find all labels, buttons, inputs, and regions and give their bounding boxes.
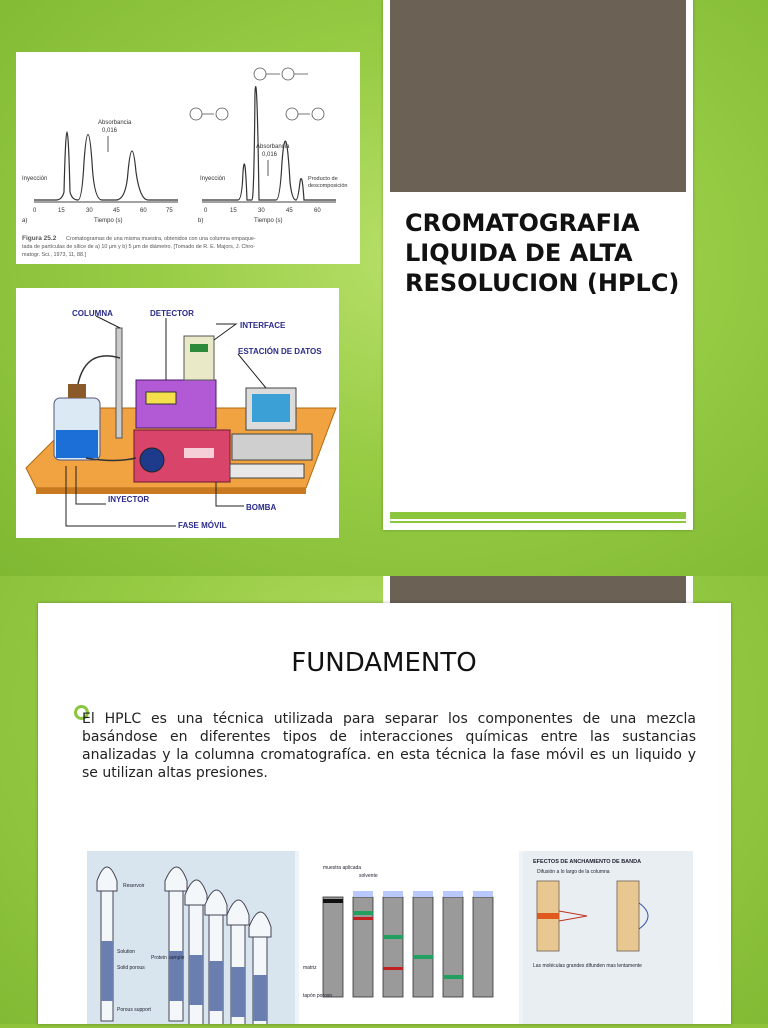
absorbance-value-right: 0,016 xyxy=(262,152,278,158)
hplc-equipment-diagram xyxy=(16,288,339,538)
label-solvente: solvente xyxy=(359,873,378,879)
product-label-1: Producto de xyxy=(308,176,338,182)
title-panel-header-block xyxy=(390,0,686,192)
absorbance-value-left: 0,016 xyxy=(102,128,118,134)
chromatogram-left xyxy=(22,120,178,224)
tick-right-4: 60 xyxy=(314,208,321,214)
label-columna: COLUMNA xyxy=(72,309,113,318)
slide2-paragraph: El HPLC es una técnica utilizada para separar los componentes de una mezcla basándose en diferentes tipos de interacciones químicas entre las sustancias analizadas y la columna cromatografíca. en esta técnica la fase móvil es un liquido y se utilizan altas presiones. xyxy=(82,711,696,781)
panel-a-label: a) xyxy=(22,218,28,224)
axis-label-right: Tiempo (s) xyxy=(254,218,283,224)
tick-left-4: 60 xyxy=(140,208,147,214)
chromatogram-right xyxy=(190,68,347,224)
slide1-title: CROMATOGRAFIA LIQUIDA DE ALTA RESOLUCION (HPLC) xyxy=(405,209,680,297)
injection-label-right: Inyección xyxy=(200,176,226,182)
figure-caption-line2: tada de partículas de sílice de a) 10 μm y b) 5 μm de diámetro. [Tomado de R. E. Majors, J. Chro- xyxy=(22,244,256,250)
tick-left-0: 0 xyxy=(33,208,37,214)
figure-caption-label: Figura 25.2 xyxy=(22,235,57,242)
label-bomba: BOMBA xyxy=(246,503,277,512)
panel-b-label: b) xyxy=(198,218,204,224)
axis-label-left: Tiempo (s) xyxy=(94,218,123,224)
label-efectos-title: EFECTOS DE ANCHAMIENTO DE BANDA xyxy=(533,859,642,865)
injection-label-left: Inyección xyxy=(22,176,48,182)
label-moleculas: Las moléculas grandes difunden mas lentamente xyxy=(533,963,642,969)
label-interface: INTERFACE xyxy=(240,321,286,330)
label-protein-sample: Protein sample xyxy=(151,955,185,961)
accent-line-thin xyxy=(390,521,686,523)
tick-left-1: 15 xyxy=(58,208,65,214)
tick-right-2: 30 xyxy=(258,208,265,214)
chromatography-columns-figure xyxy=(87,851,693,1024)
label-solid-porous: Solid porous xyxy=(117,965,145,971)
tick-left-5: 75 xyxy=(166,208,173,214)
label-solution: Solution xyxy=(117,949,136,955)
label-estacion-datos: ESTACIÓN DE DATOS xyxy=(238,347,322,356)
label-porous-support: Porous support xyxy=(117,1007,151,1013)
label-matriz: matriz xyxy=(303,965,317,971)
label-muestra-aplicada: muestra aplicada xyxy=(323,865,362,871)
tick-right-0: 0 xyxy=(204,208,208,214)
label-tapon-poroso: tapón poroso xyxy=(303,993,333,999)
chromatogram-figure xyxy=(16,52,360,264)
absorbance-label-left: Absorbancia xyxy=(98,120,132,126)
tick-right-1: 15 xyxy=(230,208,237,214)
label-fase-movil: FASE MÓVIL xyxy=(178,521,227,530)
label-detector: DETECTOR xyxy=(150,309,194,318)
title-panel xyxy=(383,0,693,530)
figure-caption-line3: matogr. Sci., 1973, 11, 88.] xyxy=(22,252,87,258)
slide2-title: FUNDAMENTO xyxy=(291,648,477,678)
product-label-2: descomposición xyxy=(308,183,348,189)
figure-caption-line1: Cromatogramas de una misma muestra, obtenidos con una columna empaque- xyxy=(66,236,256,242)
tick-left-2: 30 xyxy=(86,208,93,214)
tick-right-3: 45 xyxy=(286,208,293,214)
absorbance-label-right: Absorbancia xyxy=(256,144,290,150)
label-inyector: INYECTOR xyxy=(108,495,150,504)
label-difusion: Difusión a lo largo de la columna xyxy=(537,869,610,875)
label-reservoir: Reservoir xyxy=(123,883,145,889)
accent-line xyxy=(390,512,686,519)
tick-left-3: 45 xyxy=(113,208,120,214)
